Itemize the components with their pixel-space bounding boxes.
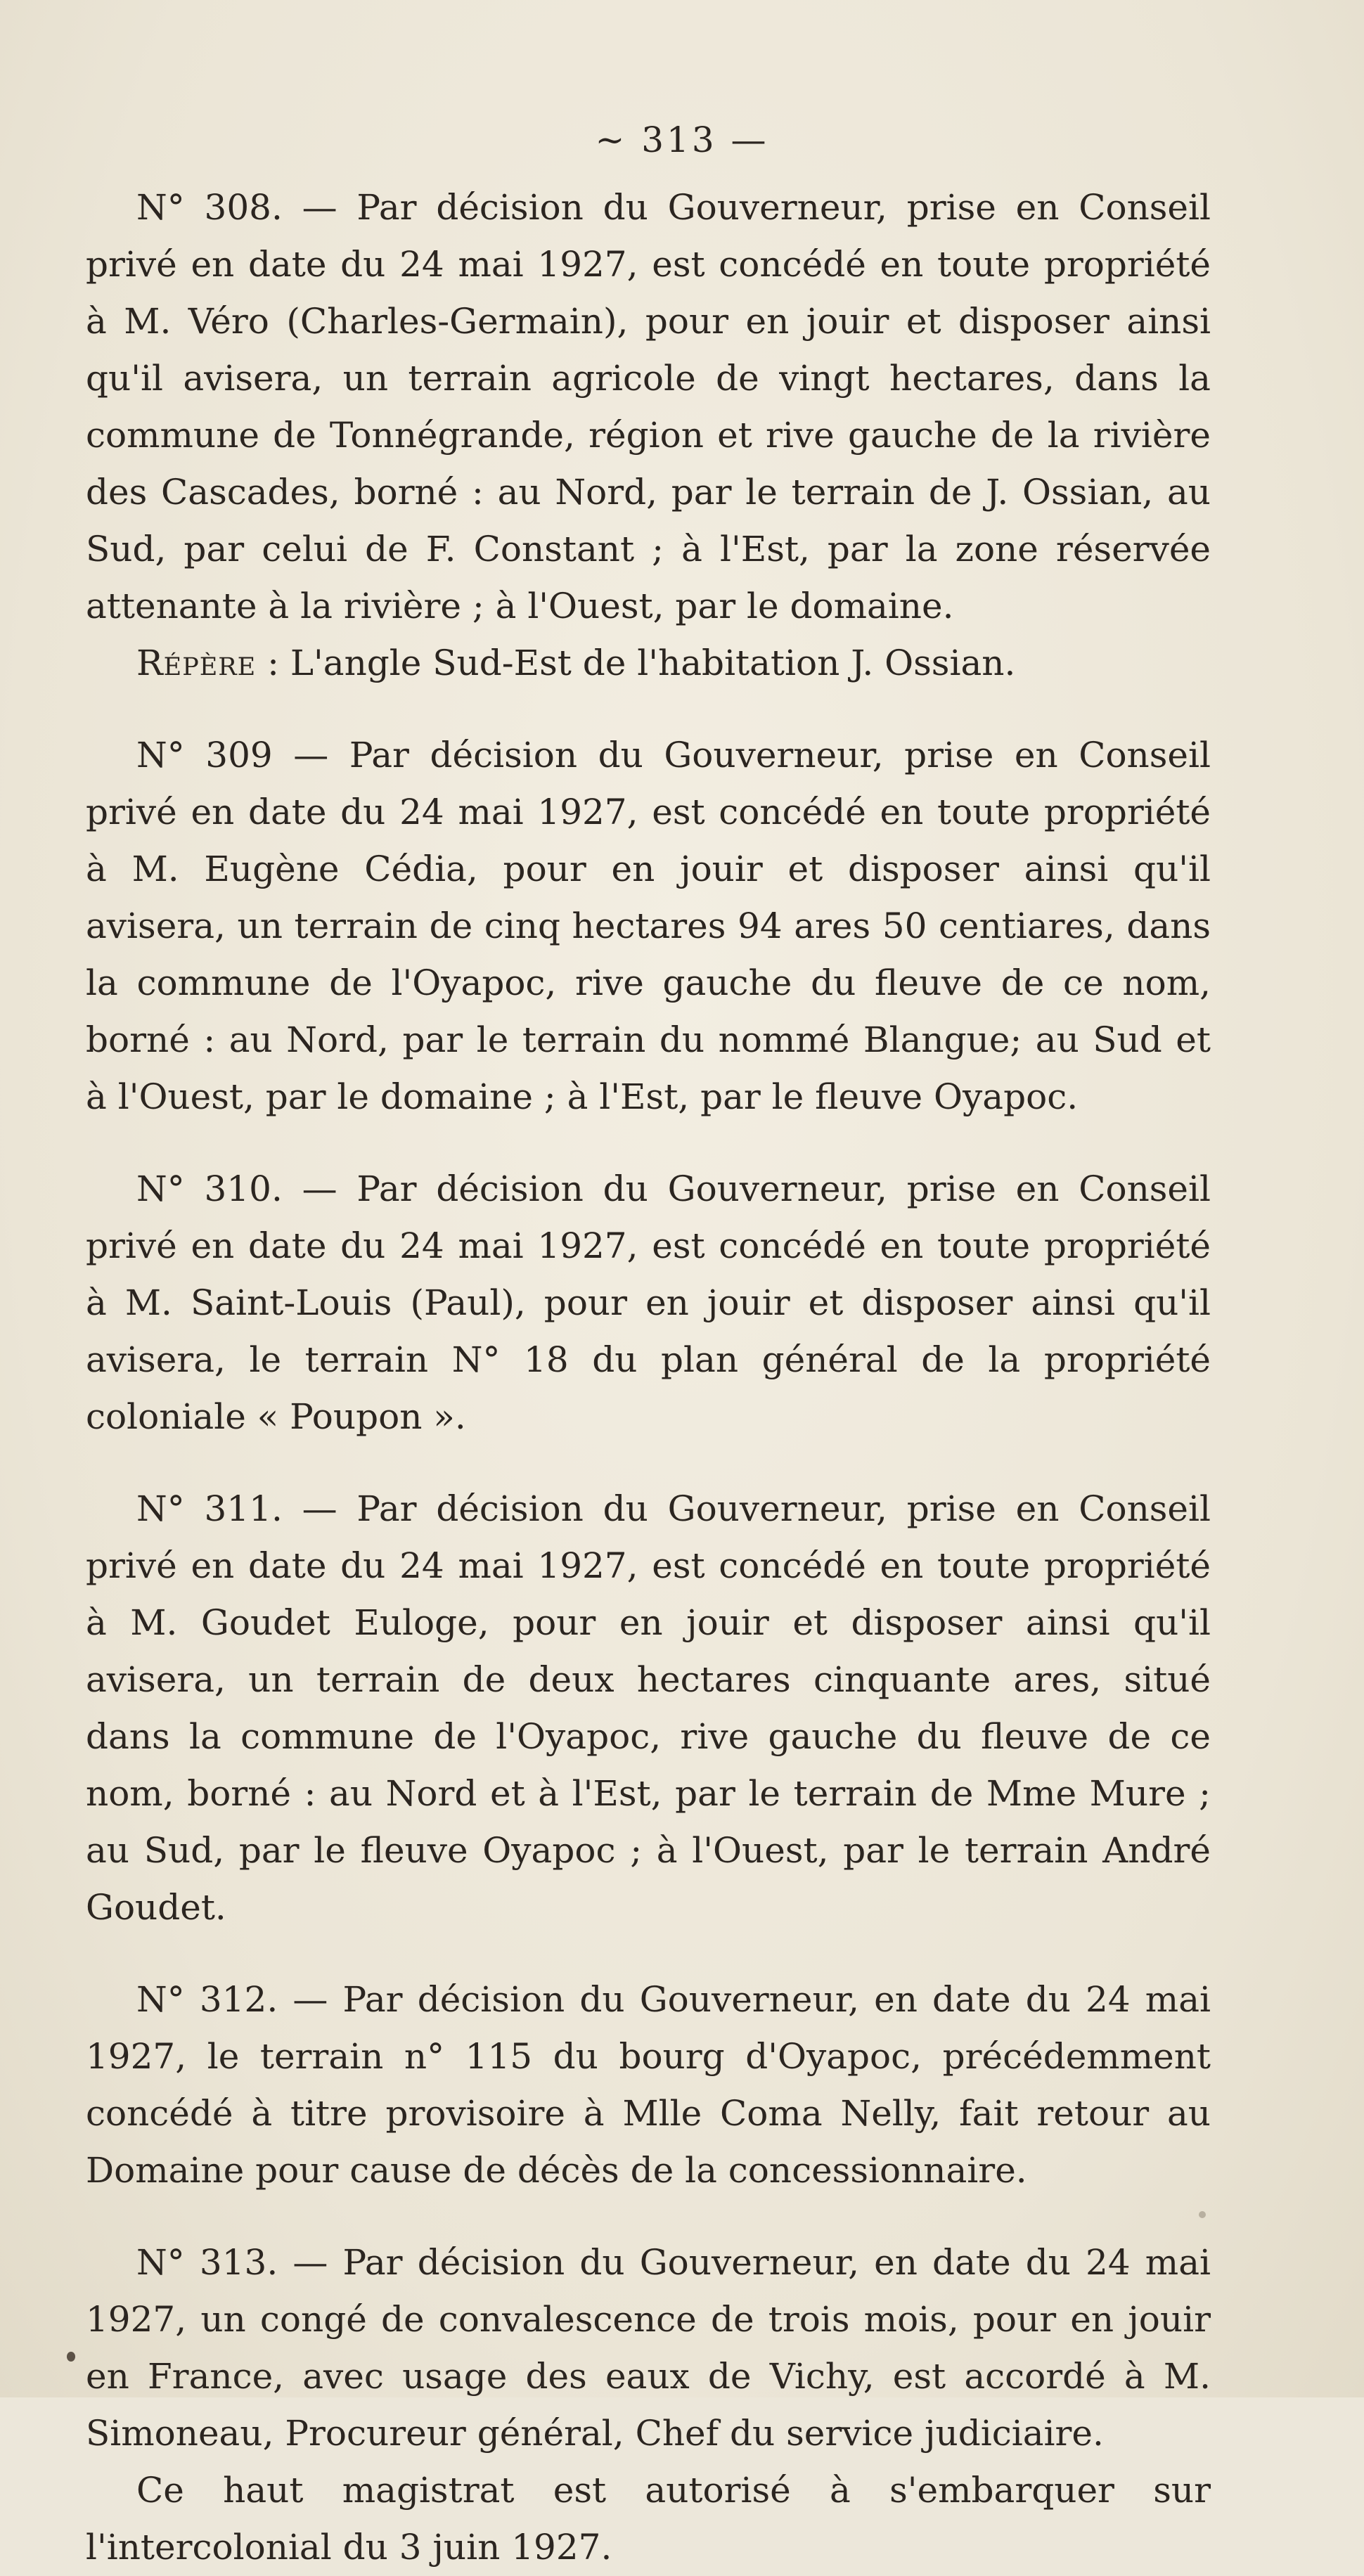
page-number: ~ 313 — (595, 120, 769, 160)
paper-speck (67, 2352, 75, 2362)
repere-text: : L'angle Sud-Est de l'habitation J. Ossian. (256, 643, 1016, 683)
paragraph-decision-309: N° 309 — Par décision du Gouverneur, prise en Conseil privé en date du 24 mai 1927, est concédé en toute propriété à M. Eugène Cédia, pour en jouir et disposer ainsi qu'il avisera, un terrain de cinq hectares 94 ares 50 centiares, dans la commune de l'Oyapoc, rive gauche du fleuve de ce nom, borné : au Nord, par le terrain du nommé Blangue; au Sud et à l'Ouest, par le domaine ; à l'Est, par le fleuve Oyapoc. (86, 735, 1211, 1117)
repere-label: Répère (136, 643, 257, 683)
paragraph-decision-313: N° 313. — Par décision du Gouverneur, en date du 24 mai 1927, un congé de convalescence de trois mois, pour en jouir en France, avec usage des eaux de Vichy, est accordé à M. Simoneau, Procureur général, Chef du service judiciaire. (86, 2242, 1211, 2454)
paper-speck (1199, 2211, 1206, 2218)
document-body (86, 179, 1211, 2576)
paragraph-decision-310: N° 310. — Par décision du Gouverneur, prise en Conseil privé en date du 24 mai 1927, est concédé en toute propriété à M. Saint-Louis (Paul), pour en jouir et disposer ainsi qu'il avisera, le terrain N° 18 du plan général de la propriété coloniale « Poupon ». (86, 1168, 1211, 1437)
paragraph-decision-311: N° 311. — Par décision du Gouverneur, prise en Conseil privé en date du 24 mai 1927, est concédé en toute propriété à M. Goudet Euloge, pour en jouir et disposer ainsi qu'il avisera, un terrain de deux hectares cinquante ares, situé dans la commune de l'Oyapoc, rive gauche du fleuve de ce nom, borné : au Nord et à l'Est, par le terrain de Mme Mure ; au Sud, par le fleuve Oyapoc ; à l'Ouest, par le terrain André Goudet. (86, 1488, 1211, 1928)
paragraph-decision-308: N° 308. — Par décision du Gouverneur, prise en Conseil privé en date du 24 mai 1927, est concédé en toute propriété à M. Véro (Charles-Germain), pour en jouir et disposer ainsi qu'il avisera, un terrain agricole de vingt hectares, dans la commune de Tonnégrande, région et rive gauche de la rivière des Cascades, borné : au Nord, par le terrain de J. Ossian, au Sud, par celui de F. Constant ; à l'Est, par la zone réservée attenante à la rivière ; à l'Ouest, par le domaine. (86, 187, 1211, 626)
paragraph-repere-308 (86, 635, 1211, 692)
paragraph-decision-313-continued: Ce haut magistrat est autorisé à s'embarquer sur l'intercolonial du 3 juin 1927. (86, 2470, 1211, 2568)
paragraph-decision-312: N° 312. — Par décision du Gouverneur, en date du 24 mai 1927, le terrain n° 115 du bourg d'Oyapoc, précédemment concédé à titre provisoire à Mlle Coma Nelly, fait retour au Domaine pour cause de décès de la concessionnaire. (86, 1979, 1211, 2191)
